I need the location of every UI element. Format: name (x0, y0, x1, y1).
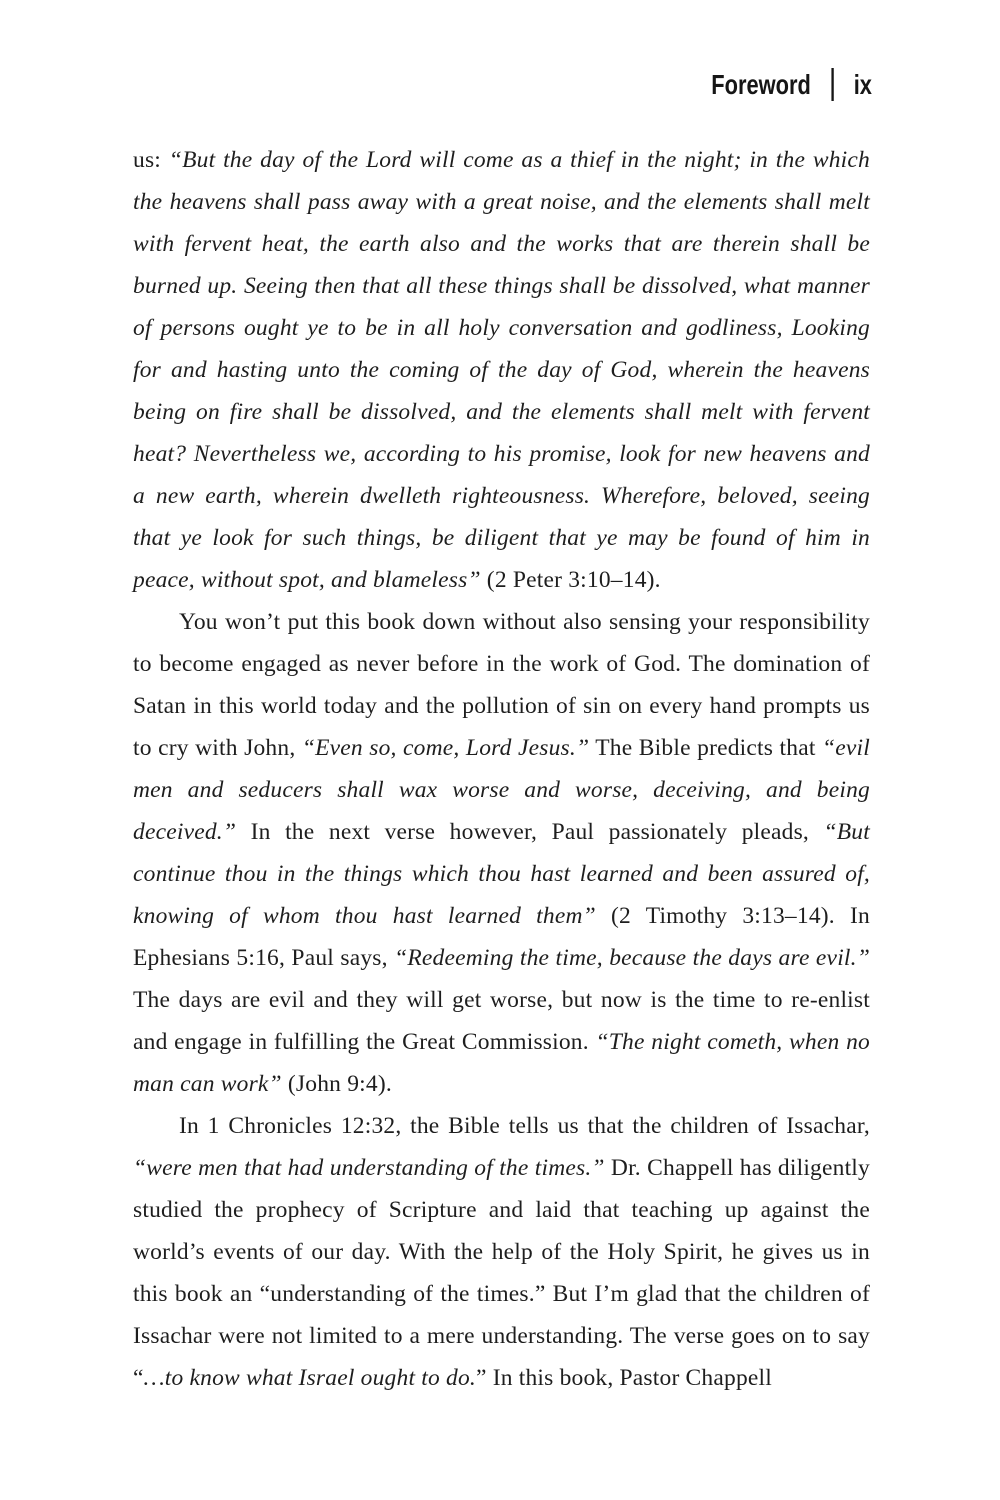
scripture-quote: “But continue thou in the things which thou hast learned and been assured of, knowing of whom thou hast learned them” (133, 819, 870, 929)
scripture-quote: “The night cometh, when no man can work” (133, 1029, 870, 1097)
body-text (133, 139, 870, 1399)
page-number: ix (853, 68, 872, 100)
text-run: The days are evil and they will get worse, but now is the time to re-enlist and engage in fulfilling the Great Commission. (133, 987, 870, 1055)
text-run: You won’t put this book down without also sensing your responsibility to become engaged as never before in the work of God. The domination of Satan in this world today and the pollution of sin on every hand prompts us to cry with John, (133, 609, 870, 761)
scripture-quote: “Redeeming the time, because the days are evil.” (394, 945, 870, 971)
scripture-quote: “Even so, come, Lord Jesus.” (301, 735, 590, 761)
scripture-quote: “were men that had understanding of the times.” (133, 1155, 605, 1181)
text-run: In 1 Chronicles 12:32, the Bible tells us that the children of Issachar, (179, 1113, 870, 1139)
paragraph (133, 1105, 870, 1399)
paragraph (133, 601, 870, 1105)
text-run: The Bible predicts that (589, 735, 822, 761)
text-run: (John 9:4). (281, 1071, 392, 1097)
text-run: Dr. Chappell has diligently studied the prophecy of Scripture and laid that teaching up against the world’s events of our day. With the help of the Holy Spirit, he gives us in this book an “understanding of the times.” But I’m glad that the children of Issachar were not limited to a mere understanding. The verse goes on to say “ (133, 1155, 870, 1391)
running-head: Foreword (711, 68, 811, 100)
text-run: (2 Timothy 3:13–14). In Ephesians 5:16, Paul says, (133, 903, 870, 971)
text-run: us: (133, 147, 169, 173)
paragraph (133, 139, 870, 601)
scripture-quote: …to know what Israel ought to do. (143, 1365, 476, 1391)
header-divider (831, 68, 833, 101)
scripture-quote: “evil men and seducers shall wax worse and worse, deceiving, and being deceived.” (133, 735, 870, 845)
text-run: In the next verse however, Paul passionately pleads, (236, 819, 824, 845)
scripture-quote: “But the day of the Lord will come as a thief in the night; in the which the heavens shall pass away with a great noise, and the elements shall melt with fervent heat, the earth also and the works that are therein shall be burned up. Seeing then that all these things shall be dissolved, what manner of persons ought ye to be in all holy conversation and godliness, Looking for and hasting unto the coming of the day of God, wherein the heavens being on fire shall be dissolved, and the elements shall melt with fervent heat? Nevertheless we, according to his promise, look for new heavens and a new earth, wherein dwelleth righteousness. Wherefore, beloved, seeing that ye look for such things, be diligent that ye may be found of him in peace, without spot, and blameless” (133, 147, 870, 593)
page-header (711, 68, 872, 101)
text-run: (2 Peter 3:10–14). (480, 567, 661, 593)
text-run: ” In this book, Pastor Chappell (475, 1365, 772, 1391)
